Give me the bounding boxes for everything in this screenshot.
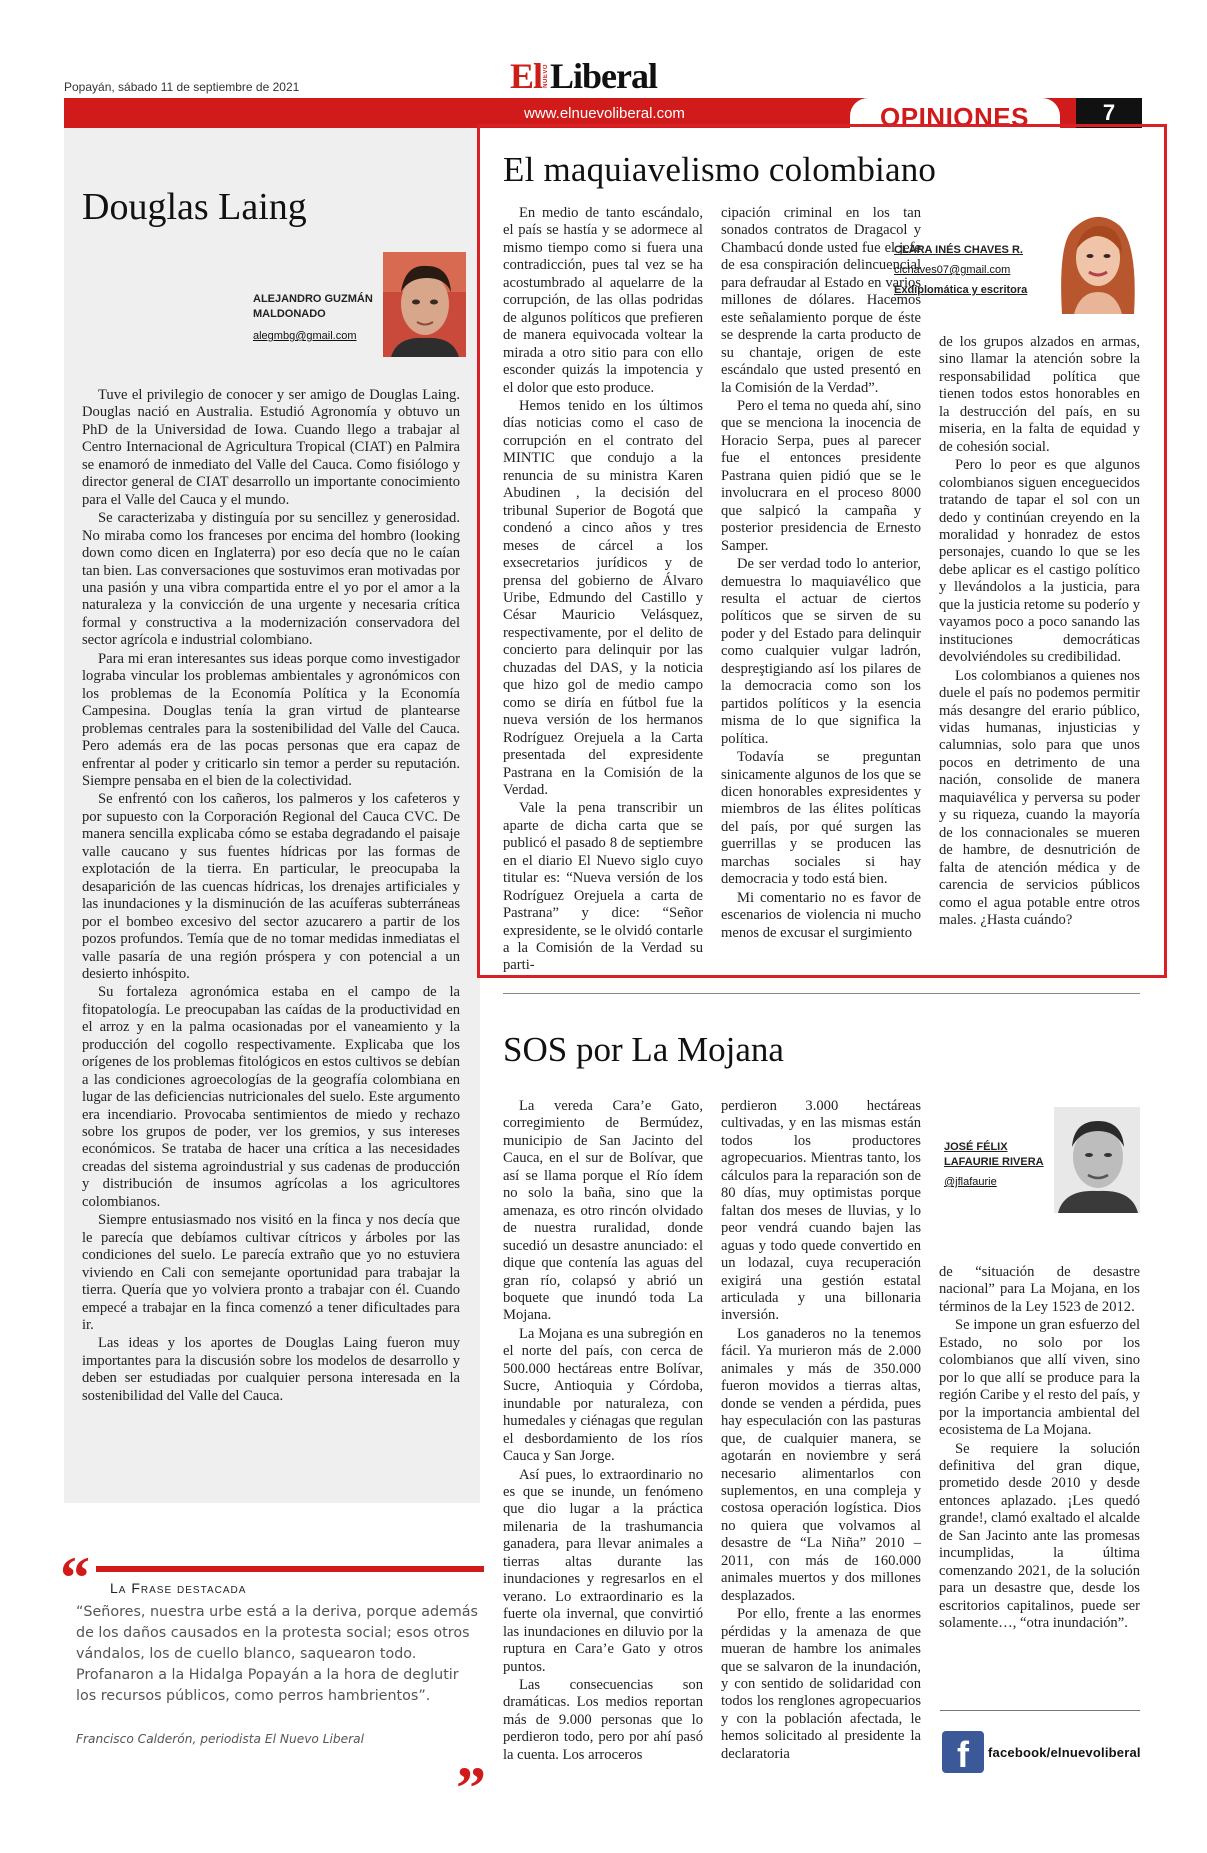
newspaper-logo[interactable]	[510, 58, 657, 94]
article-title-mojana: SOS por La Mojana	[503, 1030, 784, 1069]
section-divider	[503, 993, 1140, 994]
author-email-chaves[interactable]: cichaves07@gmail.com	[894, 264, 1011, 276]
facebook-handle: facebook/elnuevoliberal	[988, 1744, 1141, 1760]
maquiavelismo-column-1	[503, 205, 703, 976]
section-label: OPINIONES	[880, 102, 1029, 128]
paragraph: Hemos tenido en los últimos días noticias como el caso de corrupción en el contrato del MINTIC que condujo a la renuncia de su ministra Karen Abudinen , la decisión del tribunal Superior de Bogotá que condenó a cinco años y tres meses de cárcel a los exsecretarios jurídicos y de prensa del gobierno de Álvaro Uribe, Edmundo del Castillo y César Mauricio Velásquez, respectivamente, por el delito de concierto para delinquir por las chuzadas del DAS, y la noticia que hizo gol de medio campo como se diría en fútbol fue la nueva versión de los hermanos Rodríguez Orejuela a la Carta presentada del expresidente Pastrana en la Comisión de la Verdad.	[503, 397, 703, 798]
issue-date: Popayán, sábado 11 de septiembre de 2021	[64, 80, 300, 94]
paragraph: cipación criminal en los tan sonados contratos de Dragacol y Chambacú donde usted fue el jefe de esa conspiración delincuencial para defraudar al Estado en varios millones de dólares. Hacemos este señalamiento porque de éste se desprende la carta producto de su chantaje, origen de este escándalo que usted presentó en la Comisión de la Verdad”.	[721, 205, 921, 396]
paragraph: Se impone un gran esfuerzo del Estado, no solo por los colombianos que allí viven, sino por lo que allí se produce para la región Caribe y el resto del país, y por la importancia ambiental del ecosistema de La Mojana.	[939, 1317, 1140, 1439]
paragraph: de “situación de desastre nacional” para La Mojana, en los términos de la Ley 1523 de 2012.	[939, 1264, 1140, 1315]
quote-open-icon: “	[60, 1545, 90, 1611]
quote-red-rule	[96, 1566, 484, 1572]
quote-attribution: Francisco Calderón, periodista El Nuevo Liberal	[76, 1732, 365, 1746]
maquiavelismo-column-2	[721, 205, 921, 943]
facebook-link[interactable]	[942, 1731, 1141, 1773]
author-name-chaves: CLARA INÉS CHAVES R.	[894, 244, 1023, 256]
paragraph: Vale la pena transcribir un aparte de dicha carta que se publicó el pasado 8 de septiembre en el diario El Nuevo siglo cuyo titular es: “Nueva versión de los Rodríguez Orejuela a carta de Pastrana” y dice: “Señor expresidente, se le olvidó contarle a la Comisión de la Verdad su parti-	[503, 800, 703, 974]
author-twitter-lafaurie[interactable]: @jflafaurie	[944, 1176, 997, 1188]
paragraph: Para mi eran interesantes sus ideas porque como investigador lograba vincular los problemas ambientales y agronómicos con los problemas de la Economía Política y la Economía Campesina. Douglas tenía la gran virtud de plantearse problemas centrales para la sostenibilidad del Valle del Cauca. Pero además era de las pocas personas que era capaz de enfrentar al poder y criticarlo sin temor a perder su reputación. Siempre pensaba en el bien de la colectividad.	[82, 650, 460, 789]
paragraph: Los colombianos a quienes nos duele el país no podemos permitir más desangre del erario público, vidas humanas, injusticias y calumnias, solo para que unos pocos en detrimento de una nación, consolide de manera maquiavélica y perversa su poder y su riqueza, cuando la mayoría de los connacionales se mueren de hambre, de desnutrición de falta de atención médica y de carencia de servicios públicos como el agua potable entre otros males. ¿Hasta cuándo?	[939, 667, 1140, 928]
author-name-lafaurie: JOSÉ FÉLIX LAFAURIE RIVERA	[944, 1141, 1044, 1168]
facebook-icon: f	[942, 1731, 984, 1773]
article-title-maquiavelismo: El maquiavelismo colombiano	[503, 150, 937, 189]
paragraph: Se enfrentó con los cañeros, los palmeros y los cafeteros y por supuesto con la Corporación Regional del Cauca CVC. De manera sencilla explicaba cómo se estaba degradando el paisaje valle caucano y sus fuentes hídricas por las formas de explotación de la tierra. En particular, le preocupaba la desaparición de las cuencas hídricas, los drenajes artificiales y las inundaciones y la disminución de las acuíferas subterráneas por el bombeo excesivo del sector azucarero a partir de los pozos profundos. Temía que de no tomar medidas inmediatas el valle pasaría de una región próspera y con potencial a un desierto inhóspito.	[82, 791, 460, 982]
paragraph: Los ganaderos no la tenemos fácil. Ya murieron más de 2.000 animales y más de 350.000 fueron movidos a tierras altas, donde se venden a pérdida, pues hay especulación con las pasturas que, de cualquier manera, se agotarán en noviembre y será necesario alimentarlos con suplementos, en una compleja y costosa operación logística. Dios no quiera que volvamos al desastre de “La Niña” 2010 – 2011, con más de 160.000 animales muertos y dos millones desplazados.	[721, 1325, 921, 1604]
paragraph: Todavía se preguntan sinicamente algunos de los que se dicen honorables expresidentes y miembros de las élites políticas del país, por qué surgen las guerrillas y se producen las marchas sociales si hay democracia y todo está bien.	[721, 749, 921, 888]
paragraph: Se requiere la solución definitiva del gran dique, prometido desde 2010 y desde entonces aplazado. ¡Les quedó grande!, clamó exaltado el alcalde de San Jacinto ante las promesas incumplidas, la última comenzando 2021, de la solución para un desastre que, desde los escritorios capitalinos, puede ser solamente…, “otra inundación”.	[939, 1440, 1140, 1632]
page-number: 7	[1076, 98, 1142, 128]
site-url[interactable]: www.elnuevoliberal.com	[524, 105, 685, 122]
mojana-column-3	[939, 1264, 1140, 1634]
quote-close-icon: ”	[456, 1755, 486, 1821]
paragraph: Su fortaleza agronómica estaba en el campo de la fitopatología. Le preocupaban las caídas de la productividad en el arroz y en la palma ocasionadas por el vaneamiento y la producción del cogollo respectivamente. Explicaba que los orígenes de los problemas fitológicos en estos cultivos se debían a las condiciones agroecologías de la geografía colombiana en lugar de las deficiencias nutricionales del suelo. Este argumento era incendiario. Provocaba sentimientos de miedo y rechazo sobre los grupos de poder, ver los gremios, y sus intereses económicos. Se trataba de hacer una crítica a las necesidades creadas del sistema agroindustrial y sus cadenas de producción y distribución de insumos agrícolas a los agricultores colombianos.	[82, 984, 460, 1210]
paragraph: En medio de tanto escándalo, el país se hastía y se adormece al mismo tiempo como si fuera una contradicción, pues tal vez se ha acostumbrado al aquelarre de la corrupción, de las ollas podridas de algunos políticos que prefieren de manera equivocada voltear la mirada a otro sitio para con ello esconder quizás la impotencia y el dolor que esto produce.	[503, 205, 703, 396]
author-email-laing[interactable]: alegmbg@gmail.com	[253, 330, 357, 342]
author-photo-chaves	[1052, 206, 1142, 314]
paragraph: Pero lo peor es que algunos colombianos siguen enceguecidos tratando de tapar el sol con un dedo y continúan creyendo en la moralidad y honradez de estos personajes, cuando lo que se les debe aplicar es el castigo político y llevándolos a la justicia, para que la justicia retome su poderío y vayamos poco a poco sanando las instituciones democráticas devolviéndoles su credibilidad.	[939, 457, 1141, 666]
paragraph: Por ello, frente a las enormes pérdidas y la amenaza de que mueran de hambre los animales que se salvaron de la inundación, y con sentido de solidaridad con todos los renglones agropecuarios y con la población afectada, le hemos solicitado al presidente la declaratoria	[721, 1606, 921, 1762]
logo-liberal: Liberal	[550, 56, 658, 96]
paragraph: De ser verdad todo lo anterior, demuestra lo maquiavélico que resulta el actuar de ciertos políticos que se sirven de su poder y del Estado para delinquir como cualquier vulgar ladrón, despreştigiando así los pilares de la democracia como son los partidos políticos y la esencia misma de lo que significa la política.	[721, 556, 921, 747]
paragraph: Pero el tema no queda ahí, sino que se menciona la inocencia de Horacio Serpa, pues al parecer fue el entonces presidente Pastrana quien pidió que se le involucrara en el proceso 8000 que salpicó la campaña y posterior presidencia de Ernesto Samper.	[721, 397, 921, 554]
paragraph: La Mojana es una subregión en el norte del país, con cerca de 500.000 hectáreas entre Bolívar, Sucre, Antioquia y Córdoba, inundable por naturaleza, con humedales y ciénagas que regulan el desbordamiento de los ríos Cauca y San Jorge.	[503, 1325, 703, 1465]
mojana-column-2	[721, 1098, 921, 1764]
paragraph: Se caracterizaba y distinguía por su sencillez y generosidad. No miraba como los franceses por encima del hombro (looking down como dicen en Inglaterra) por eso decía que no le caían tan bien. Las conversaciones que sostuvimos eran motivadas por una pasión y una vibra compartida entre el yo por el amor a la naturaleza y la convicción de una urgente y necesaria crítica formal y constructiva a la modernización conservadora del sector agrícola e industrial colombiano.	[82, 510, 460, 649]
author-block-chaves	[894, 244, 1027, 304]
author-role-chaves: Exdiplomática y escritora	[894, 284, 1028, 296]
author-block-lafaurie	[944, 1140, 1054, 1188]
featured-quote-text: “Señores, nuestra urbe está a la deriva, porque además de los daños causados en la protesta social; esos otros vándalos, los de cuello blanco, saquearon todo. Profanaron a la Hidalga Popayán a la hora de deglutir los recursos públicos, como perros hambrientos”.	[76, 1604, 478, 1704]
author-name-laing: ALEJANDRO GUZMÁN MALDONADO	[253, 293, 373, 320]
paragraph: Así pues, lo extraordinario no es que se inunde, un fenómeno que dio lugar a la práctica milenaria de la trashumancia ganadera, para llevar animales a tierras altas durante las inundaciones y regresarlos en el verano. Lo extraordinario es la fuerte ola invernal, que convirtió las inundaciones en diluvio por la ruptura en Cara’e Gato y otros puntos.	[503, 1466, 703, 1675]
paragraph: Las consecuencias son dramáticas. Los medios reportan más de 9.000 personas que lo perdieron todo, pero por ahí pasó la cuenta. Los arroceros	[503, 1676, 703, 1763]
logo-el: El	[510, 56, 543, 96]
quote-label: La Frase destacada	[110, 1580, 247, 1596]
logo-nuevo: NUEVO	[543, 64, 550, 88]
author-photo-lafaurie	[1054, 1107, 1140, 1213]
paragraph: Tuve el privilegio de conocer y ser amigo de Douglas Laing. Douglas nació en Australia. Estudió Agronomía y obtuvo un PhD de la Universidad de Iowa. Cuando llego a trabajar al Centro Internacional de Agricultura Tropical (CIAT) en Palmira se enamoró de inmediato del Valle del Cauca. Como fisiólogo y director general de CIAT desarrollo un importante conocimiento para el Valle del Cauca y el mundo.	[82, 387, 460, 508]
paragraph: Las ideas y los aportes de Douglas Laing fueron muy importantes para la discusión sobre los modelos de desarrollo y deben ser estudiadas por cualquier persona interesada en la sostenibilidad del Valle del Cauca.	[82, 1335, 460, 1404]
author-photo-guzman	[383, 252, 466, 357]
article-body-laing	[82, 387, 460, 1406]
footer-rule	[940, 1710, 1140, 1711]
paragraph: La vereda Cara’e Gato, corregimiento de Bermúdez, municipio de San Jacinto del Cauca, en el sur de Bolívar, que así se llama porque el Río ídem no solo la baña, sino que la amenaza, es otro rincón olvidado de nuestra ruralidad, donde sucedió un desastre anunciado: el dique que contenía las aguas del gran río, colapsó y abrió un boquete que inundó toda La Mojana.	[503, 1098, 703, 1324]
maquiavelismo-column-3	[939, 334, 1140, 930]
paragraph: Siempre entusiasmado nos visitó en la finca y nos decía que le parecía que debíamos cultivar cítricos y árboles por las condiciones del suelo. Le parecía extraño que yo no estuviera viviendo en Cali con semejante oportunidad para trabajar la tierra. Quería que yo volviera pronto a trabajar con él. Cuando empecé a trabajar en la finca comenzó a tener dificultades para ir.	[82, 1212, 460, 1334]
paragraph: Mi comentario no es favor de escenarios de violencia ni mucho menos de excusar el surgimiento	[721, 889, 921, 941]
paragraph: de los grupos alzados en armas, sino llamar la atención sobre la responsabilidad política que tienen todos estos honorables en la destrucción del país, en su miseria, en la falta de equidad y de cohesión social.	[939, 334, 1140, 455]
paragraph: perdieron 3.000 hectáreas cultivadas, y en las mismas están todos los productores agropecuarios. Mientras tanto, los cálculos para la reparación son de 80 días, muy optimistas porque faltan dos meses de lluvias, y lo peor vendrá cuando bajen las aguas y todo quede convertido en un lodazal, cuya recuperación exigirá una gestión estatal articulada y una billonaria inversión.	[721, 1098, 921, 1324]
mojana-column-1	[503, 1098, 703, 1765]
article-title-laing: Douglas Laing	[82, 186, 307, 228]
